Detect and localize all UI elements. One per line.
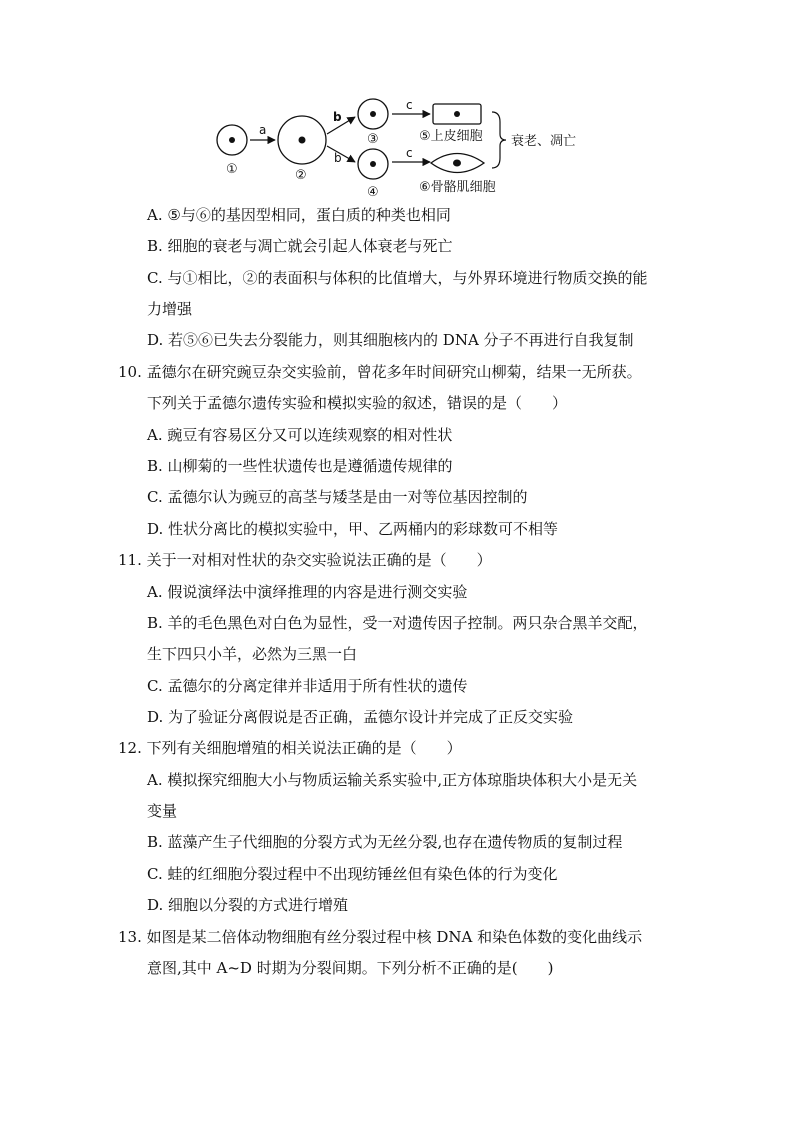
fate-label: 衰老、凋亡 (511, 134, 577, 149)
q13-stem-line2: 意图,其中 A~D 时期为分裂间期。下列分析不正确的是( ) (147, 959, 554, 977)
q10-option-a: A. 豌豆有容易区分又可以连续观察的相对性状 (147, 426, 453, 444)
arrow-a-label: a (259, 123, 267, 137)
q9-option-c-line2: 力增强 (147, 300, 193, 318)
q11-option-a: A. 假说演绎法中演绎推理的内容是进行测交实验 (147, 583, 468, 601)
q11-option-c: C. 孟德尔的分离定律并非适用于所有性状的遗传 (147, 677, 468, 695)
arrow-b-bottom-label: b (334, 151, 342, 165)
q10-option-d: D. 性状分离比的模拟实验中，甲、乙两桶内的彩球数可不相等 (147, 520, 559, 538)
q12-option-b: B. 蓝藻产生子代细胞的分裂方式为无丝分裂,也存在遗传物质的复制过程 (147, 833, 623, 851)
cell-3-label: ③ (367, 132, 379, 147)
cell-5-label: ⑤上皮细胞 (419, 129, 483, 144)
q11-option-b-line1: B. 羊的毛色黑色对白色为显性，受一对遗传因子控制。两只杂合黑羊交配， (147, 614, 648, 632)
cell-6-muscle (431, 154, 484, 173)
q13-stem-line1: 13. 如图是某二倍体动物细胞有丝分裂过程中核 DNA 和染色体数的变化曲线示 (118, 928, 643, 946)
q9-option-c-line1: C. 与①相比，②的表面积与体积的比值增大，与外界环境进行物质交换的能 (147, 269, 648, 287)
q12-option-a-line1: A. 模拟探究细胞大小与物质运输关系实验中,正方体琼脂块体积大小是无关 (147, 771, 638, 789)
cell-differentiation-diagram (212, 96, 582, 200)
q11-option-d: D. 为了验证分离假说是否正确，孟德尔设计并完成了正反交实验 (147, 708, 574, 726)
q9-option-d: D. 若⑤⑥已失去分裂能力，则其细胞核内的 DNA 分子不再进行自我复制 (147, 331, 634, 349)
cell-4 (358, 149, 388, 179)
arrow-c-top-label: c (406, 98, 413, 112)
arrow-c-bottom-label: c (406, 146, 413, 160)
q12-stem: 12. 下列有关细胞增殖的相关说法正确的是（ ） (118, 739, 462, 757)
q12-option-a-line2: 变量 (147, 802, 178, 820)
cell-6-label: ⑥骨骼肌细胞 (419, 180, 496, 195)
cell-3 (358, 99, 388, 129)
q10-stem-line2: 下列关于孟德尔遗传实验和模拟实验的叙述，错误的是（ ） (147, 394, 568, 412)
brace (492, 112, 506, 168)
cell-2-label: ② (295, 168, 307, 183)
arrow-b-top-label: b (333, 110, 342, 124)
q12-option-d: D. 细胞以分裂的方式进行增殖 (147, 896, 349, 914)
cell-1-label: ① (226, 162, 238, 177)
cell-5-epithelial (433, 104, 481, 124)
q10-option-b: B. 山柳菊的一些性状遗传也是遵循遗传规律的 (147, 457, 453, 475)
q10-stem-line1: 10. 孟德尔在研究豌豆杂交实验前，曾花多年时间研究山柳菊，结果一无所获。 (118, 363, 642, 381)
cell-2 (278, 116, 326, 164)
cell-1 (217, 125, 247, 155)
q12-option-c: C. 蛙的红细胞分裂过程中不出现纺锤丝但有染色体的行为变化 (147, 865, 558, 883)
q11-stem: 11. 关于一对相对性状的杂交实验说法正确的是（ ） (118, 551, 492, 569)
q9-option-b: B. 细胞的衰老与凋亡就会引起人体衰老与死亡 (147, 237, 453, 255)
q9-option-a: A. ⑤与⑥的基因型相同，蛋白质的种类也相同 (147, 206, 451, 224)
q11-option-b-line2: 生下四只小羊，必然为三黑一白 (147, 645, 358, 663)
q10-option-c: C. 孟德尔认为豌豆的高茎与矮茎是由一对等位基因控制的 (147, 488, 528, 506)
cell-4-label: ④ (367, 185, 379, 200)
